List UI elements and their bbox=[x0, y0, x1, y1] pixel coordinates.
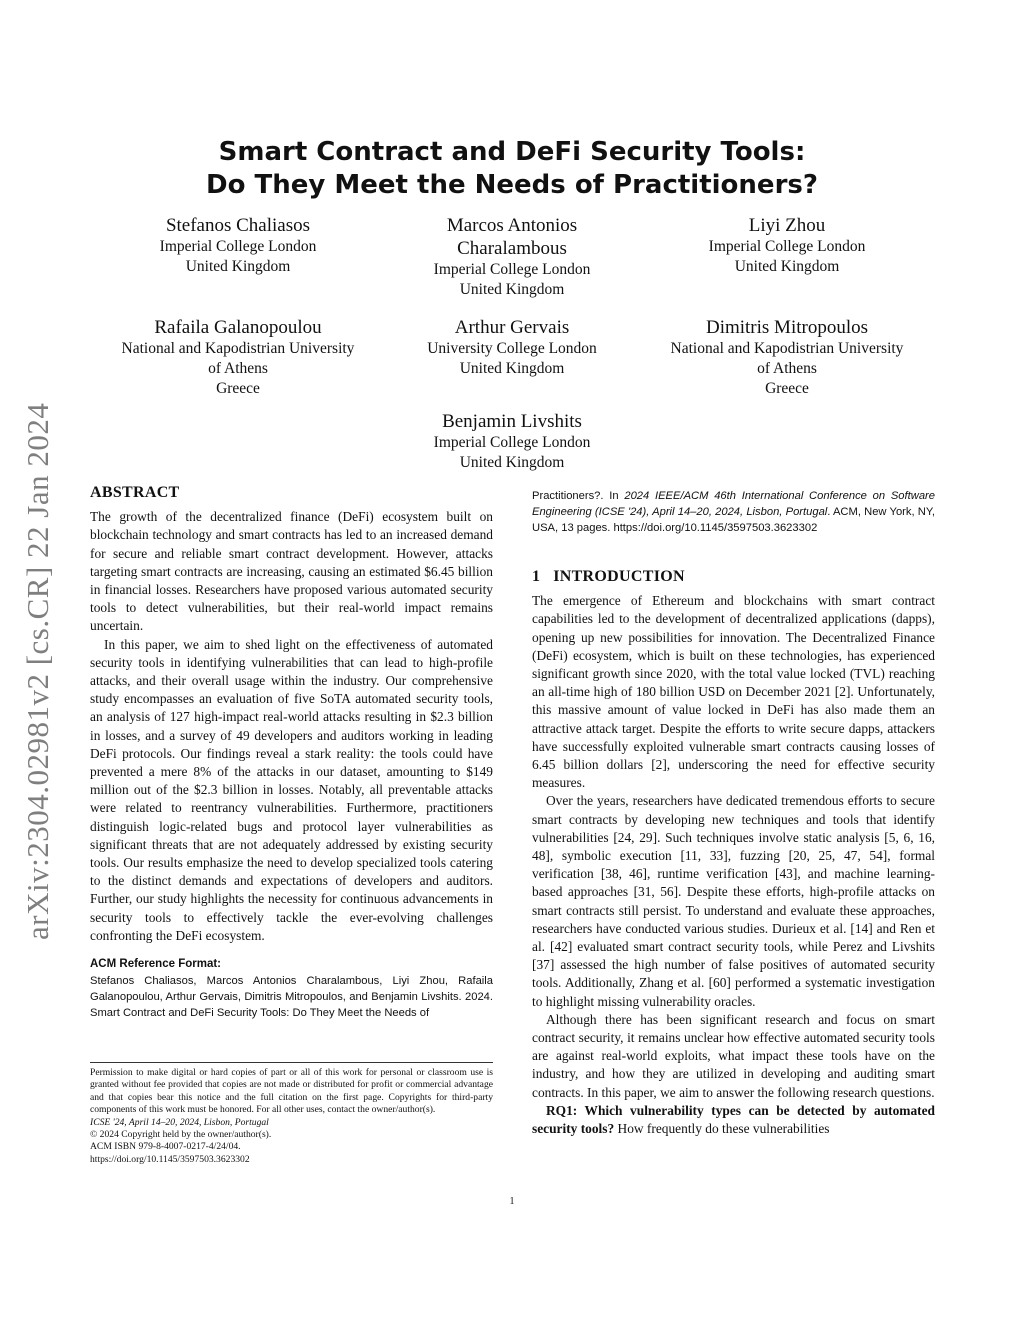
acm-reference-suffix: . ACM, New York, NY, USA, 13 pages. https://doi.org/10.1145/3597503.3623302 bbox=[532, 506, 935, 534]
author-name: Marcos Antonios bbox=[446, 215, 578, 236]
right-column bbox=[532, 488, 935, 1138]
author-country: Greece bbox=[216, 380, 260, 397]
abstract-paragraph: In this paper, we aim to shed light on the effectiveness of automated security tools in identifying vulnerabilities that can lead to high-profile attacks, and their overall usage within the industry. Our comprehensive study encompasses an evaluation of five SoTA automated security tools, an analysis of 127 high-impact real-world attacks resulting in $2.3 billion in losses, and a survey of 49 developers and auditors working in leading DeFi protocols. Our findings reveal a stark reality: the tools could have prevented a mere 8% of the attacks in our dataset, amounting to $149 million out of the $2.3 billion in losses. Notably, all preventable attacks were related to reentrancy vulnerabilities. Furthermore, practitioners distinguish logic-related bugs and protocol layer vulnerabilities as significant threats that are not adequately addressed by existing security tools. Our results emphasize the need to develop specialized tools catering to the distinct demands and expectations of developers and auditors. Further, our study highlights the necessity for continuous advancements in security tools to effectively tackle the ever-evolving challenges confronting the DeFi ecosystem. bbox=[90, 636, 493, 943]
research-question bbox=[532, 1102, 935, 1138]
author-block bbox=[362, 316, 662, 379]
author-affiliation: Imperial College London bbox=[433, 434, 591, 451]
author-country: Greece bbox=[765, 380, 809, 397]
conference-venue: ICSE '24, April 14–20, 2024, Lisbon, Portugal bbox=[90, 1116, 269, 1128]
doi-line: https://doi.org/10.1145/3597503.3623302 bbox=[90, 1153, 250, 1165]
author-affiliation: National and Kapodistrian University bbox=[121, 340, 355, 357]
abstract-heading: ABSTRACT bbox=[90, 484, 180, 501]
rq1-text: How frequently do these vulnerabilities bbox=[614, 1121, 830, 1137]
author-block bbox=[362, 410, 662, 473]
author-name: Dimitris Mitropoulos bbox=[705, 317, 869, 338]
permission-notice: Permission to make digital or hard copies of part or all of this work for personal or classroom use is granted without fee provided that copies are not made or distributed for profit or commercial advantage and that copies bear this notice and the full citation on the first page. Copyrights for third-party components of this work must be honored. For all other uses, contact the owner/author(s). bbox=[90, 1067, 493, 1116]
author-country: United Kingdom bbox=[459, 454, 565, 471]
introduction-heading: 1 INTRODUCTION bbox=[532, 568, 685, 585]
acm-reference-venue: 2024 IEEE/ACM 46th International Conference on Software Engineering (ICSE '24), April 14–20, 2024, Lisbon, Portugal bbox=[532, 490, 935, 518]
author-name: Rafaila Galanopoulou bbox=[154, 317, 322, 338]
author-name: Benjamin Livshits bbox=[442, 411, 582, 432]
author-block bbox=[88, 214, 388, 277]
author-name: Stefanos Chaliasos bbox=[165, 215, 311, 236]
author-affiliation-continued: of Athens bbox=[757, 360, 817, 377]
author-country: United Kingdom bbox=[459, 281, 565, 298]
intro-paragraph: The emergence of Ethereum and blockchains with smart contract capabilities led to the development of decentralized applications (dapps), opening up new possibilities for innovation. The Decentralized Finance (DeFi) ecosystem, which is built on these technologies, has experienced significant growth since 2020, with the total value locked (TVL) reaching an all-time high of 180 billion USD on December 2021 [2]. Unfortunately, this massive amount of value locked in DeFi has also made them an attractive attack target. Despite the efforts to write secure dapps, attackers have successfully exploited vulnerable smart contracts causing losses of 6.45 billion dollars [2], underscoring the need for effective security measures. bbox=[532, 593, 935, 791]
author-affiliation-continued: of Athens bbox=[208, 360, 268, 377]
left-column bbox=[90, 484, 493, 1021]
author-affiliation: National and Kapodistrian University bbox=[670, 340, 904, 357]
paper-title bbox=[0, 136, 1024, 202]
author-block bbox=[362, 214, 662, 300]
intro-paragraph: Although there has been significant research and focus on smart contract security, it remains unclear how effective automated security tools are against real-world exploits, what impact these tools have on the industry, and how they are utilized in developing and auditing smart contracts. In this paper, we aim to answer the following research questions. bbox=[532, 1011, 935, 1100]
title-line-2: Do They Meet the Needs of Practitioners? bbox=[206, 170, 818, 200]
author-country: United Kingdom bbox=[459, 360, 565, 377]
page-number: 1 bbox=[509, 1196, 515, 1207]
permission-footnote bbox=[90, 1062, 493, 1166]
author-affiliation: Imperial College London bbox=[708, 238, 866, 255]
author-country: United Kingdom bbox=[185, 258, 291, 275]
author-block bbox=[637, 214, 937, 277]
author-block bbox=[637, 316, 937, 399]
author-affiliation: University College London bbox=[427, 340, 597, 357]
copyright-line: © 2024 Copyright held by the owner/author(s). bbox=[90, 1129, 272, 1141]
acm-reference-prefix: Practitioners?. In bbox=[532, 490, 625, 502]
acm-reference-text: Stefanos Chaliasos, Marcos Antonios Charalambous, Liyi Zhou, Rafaila Galanopoulou, Arthur Gervais, Dimitris Mitropoulos, and Benjamin Livshits. 2024. Smart Contract and DeFi Security Tools: Do They Meet the Needs of bbox=[90, 975, 493, 1020]
title-line-1: Smart Contract and DeFi Security Tools: bbox=[218, 137, 806, 167]
author-name-continued: Charalambous bbox=[457, 238, 567, 259]
author-country: United Kingdom bbox=[734, 258, 840, 275]
abstract-paragraph: The growth of the decentralized finance (DeFi) ecosystem built on blockchain technology and smart contracts has led to an increased demand for secure and reliable smart contract development. However, attacks targeting smart contracts are increasing, causing an estimated $6.45 billion in financial losses. Researchers have proposed various automated security tools to detect vulnerabilities, but their real-world impact remains uncertain. bbox=[90, 509, 493, 634]
author-affiliation: Imperial College London bbox=[433, 261, 591, 278]
footnote-divider bbox=[90, 1062, 493, 1063]
isbn-line: ACM ISBN 979-8-4007-0217-4/24/04. bbox=[90, 1141, 241, 1153]
acm-reference-continued bbox=[532, 488, 935, 536]
intro-paragraph: Over the years, researchers have dedicated tremendous efforts to secure smart contracts by developing new techniques and tools that identify vulnerabilities [24, 29]. Such techniques involve static analysis [5, 6, 16, 48], symbolic execution [11, 33], fuzzing [20, 25, 47, 54], formal verification [38, 46], runtime verification [43], and machine learning-based approaches [31, 56]. Despite these efforts, high-profile attacks on smart contracts still persist. To understand and evaluate these approaches, researchers have conducted various studies. Durieux et al. [14] and Ren et al. [42] evaluated smart contract security tools, while Perez and Livshits [37] assessed the high number of false positives of automated security tools. Additionally, Zhang et al. [60] performed a systematic investigation to highlight missing vulnerability oracles. bbox=[532, 793, 935, 1009]
author-name: Liyi Zhou bbox=[748, 215, 826, 236]
arxiv-identifier: arXiv:2304.02981v2 [cs.CR] 22 Jan 2024 bbox=[20, 402, 55, 940]
author-name: Arthur Gervais bbox=[454, 317, 570, 338]
author-affiliation: Imperial College London bbox=[159, 238, 317, 255]
acm-reference-heading: ACM Reference Format: bbox=[90, 958, 221, 971]
rq1-label: RQ1: Which vulnerability types can be detected by automated security tools? bbox=[532, 1102, 935, 1137]
author-block bbox=[88, 316, 388, 399]
